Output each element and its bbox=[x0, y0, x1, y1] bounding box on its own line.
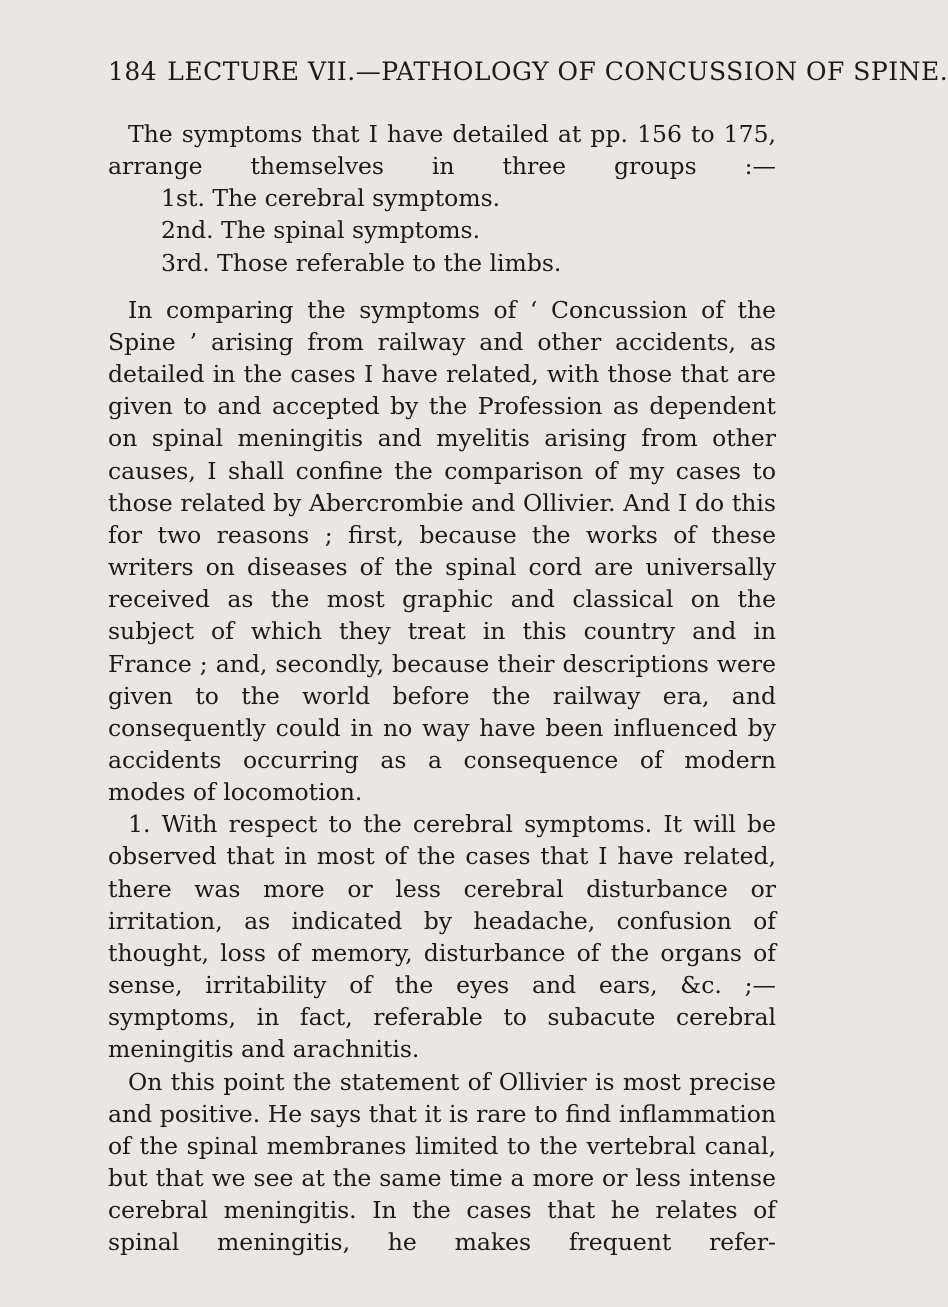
cerebral-symptoms-paragraph: 1. With respect to the cerebral symptoms. It will be observed that in most of the cases that I have related, there was more or less cerebral disturbance or irritation, as indicated by headache, confusion of thought, loss of memory, disturbance of the organs of sense, irritability of the eyes and ears, &c. ;—symptoms, in fact, referable to subacute cerebral meningitis and arachnitis. bbox=[108, 810, 776, 1064]
comparison-paragraph: In comparing the symptoms of ‘ Concussion of the Spine ’ arising from railway and other accidents, as detailed in the cases I have related, with those that are given to and accepted by the Profession as dependent on spinal meningitis and myelitis arising from other causes, I shall confine the comparison of my cases to those related by Abercrombie and Ollivier. And I do this for two reasons ; first, because the works of these writers on diseases of the spinal cord are universally received as the most graphic and classical on the subject of which they treat in this country and in France ; and, secondly, because their descriptions were given to the world before the railway era, and consequently could in no way have been influenced by accidents occurring as a consequence of modern modes of locomotion. bbox=[108, 295, 776, 807]
group-item-1: 1st. The cerebral symptoms. bbox=[161, 184, 501, 213]
intro-paragraph: The symptoms that I have detailed at pp. 156 to 175, arrange themselves in three groups :— bbox=[108, 120, 776, 181]
paragraph-gap bbox=[108, 279, 776, 294]
running-header bbox=[108, 57, 948, 86]
ollivier-paragraph: On this point the statement of Ollivier is most precise and positive. He says that it is rare to find inflammation of the spinal membranes limited to the vertebral canal, but that we see at the same time a more or less intense cerebral meningitis. In the cases that he relates of spinal meningitis, he makes frequent refer- bbox=[108, 1067, 776, 1257]
group-item-3: 3rd. Those referable to the limbs. bbox=[161, 248, 562, 277]
page-number: 184 bbox=[108, 57, 158, 86]
group-item-2: 2nd. The spinal symptoms. bbox=[161, 216, 481, 245]
page-body bbox=[108, 118, 776, 1258]
running-title: LECTURE VII.—PATHOLOGY OF CONCUSSION OF SPINE. bbox=[167, 57, 948, 86]
